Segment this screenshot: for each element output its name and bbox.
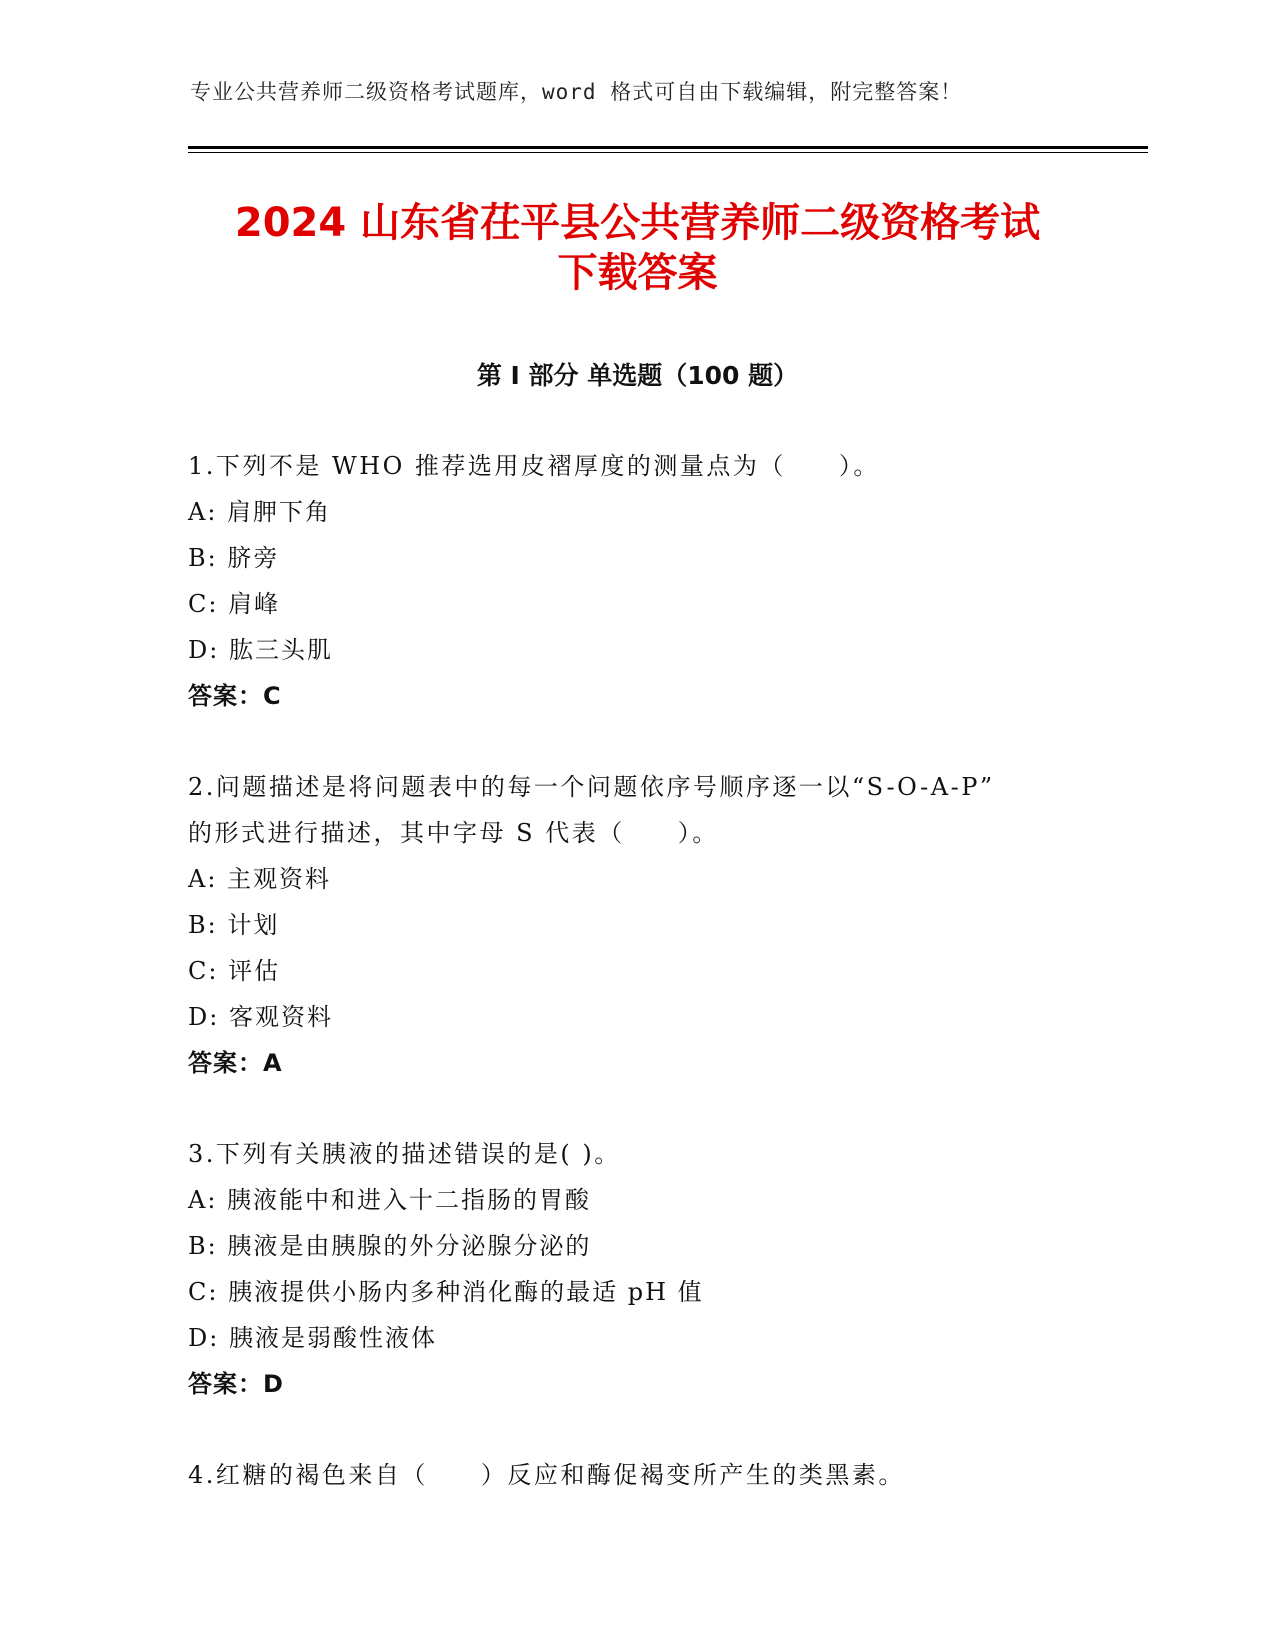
question-1-answer: 答案：C [188,682,282,710]
question-2 [188,764,1108,1086]
question-4-stem: 4.红糖的褐色来自（ ）反应和酶促褐变所产生的类黑素。 [188,1461,905,1489]
question-1-option-d: D: 肱三头肌 [188,636,333,664]
question-4 [188,1452,1108,1498]
question-1-option-a: A: 肩胛下角 [188,498,332,526]
title-line-1: 2024 山东省茌平县公共营养师二级资格考试 [234,200,1041,246]
question-list [188,443,1108,1543]
question-2-stem-line-1: 2.问题描述是将问题表中的每一个问题依序号顺序逐一以“S-O-A-P” [188,773,995,801]
question-3-option-a: A: 胰液能中和进入十二指肠的胃酸 [188,1186,592,1214]
question-3 [188,1131,1108,1407]
header-rule-thick [188,146,1148,149]
question-2-answer: 答案：A [188,1049,283,1077]
title-line-2: 下载答案 [557,250,718,296]
document-title [120,198,1155,298]
header-note: 专业公共营养师二级资格考试题库，word 格式可自由下载编辑，附完整答案！ [190,80,963,104]
question-1 [188,443,1108,719]
question-1-option-b: B: 脐旁 [188,544,280,572]
question-3-option-c: C: 胰液提供小肠内多种消化酶的最适 pH 值 [188,1278,704,1306]
question-1-stem: 1.下列不是 WHO 推荐选用皮褶厚度的测量点为（ ）。 [188,452,880,480]
question-2-option-a: A: 主观资料 [188,865,332,893]
header-rule-thin [188,152,1148,153]
question-3-stem: 3.下列有关胰液的描述错误的是( )。 [188,1140,621,1168]
question-3-option-b: B: 胰液是由胰腺的外分泌腺分泌的 [188,1232,592,1260]
question-2-option-b: B: 计划 [188,911,280,939]
question-1-option-c: C: 肩峰 [188,590,281,618]
question-3-answer: 答案：D [188,1370,284,1398]
question-2-stem-line-2: 的形式进行描述，其中字母 S 代表（ ）。 [188,819,719,847]
question-2-option-d: D: 客观资料 [188,1003,333,1031]
question-2-option-c: C: 评估 [188,957,281,985]
section-title: 第 I 部分 单选题（100 题） [476,361,799,390]
question-3-option-d: D: 胰液是弱酸性液体 [188,1324,437,1352]
